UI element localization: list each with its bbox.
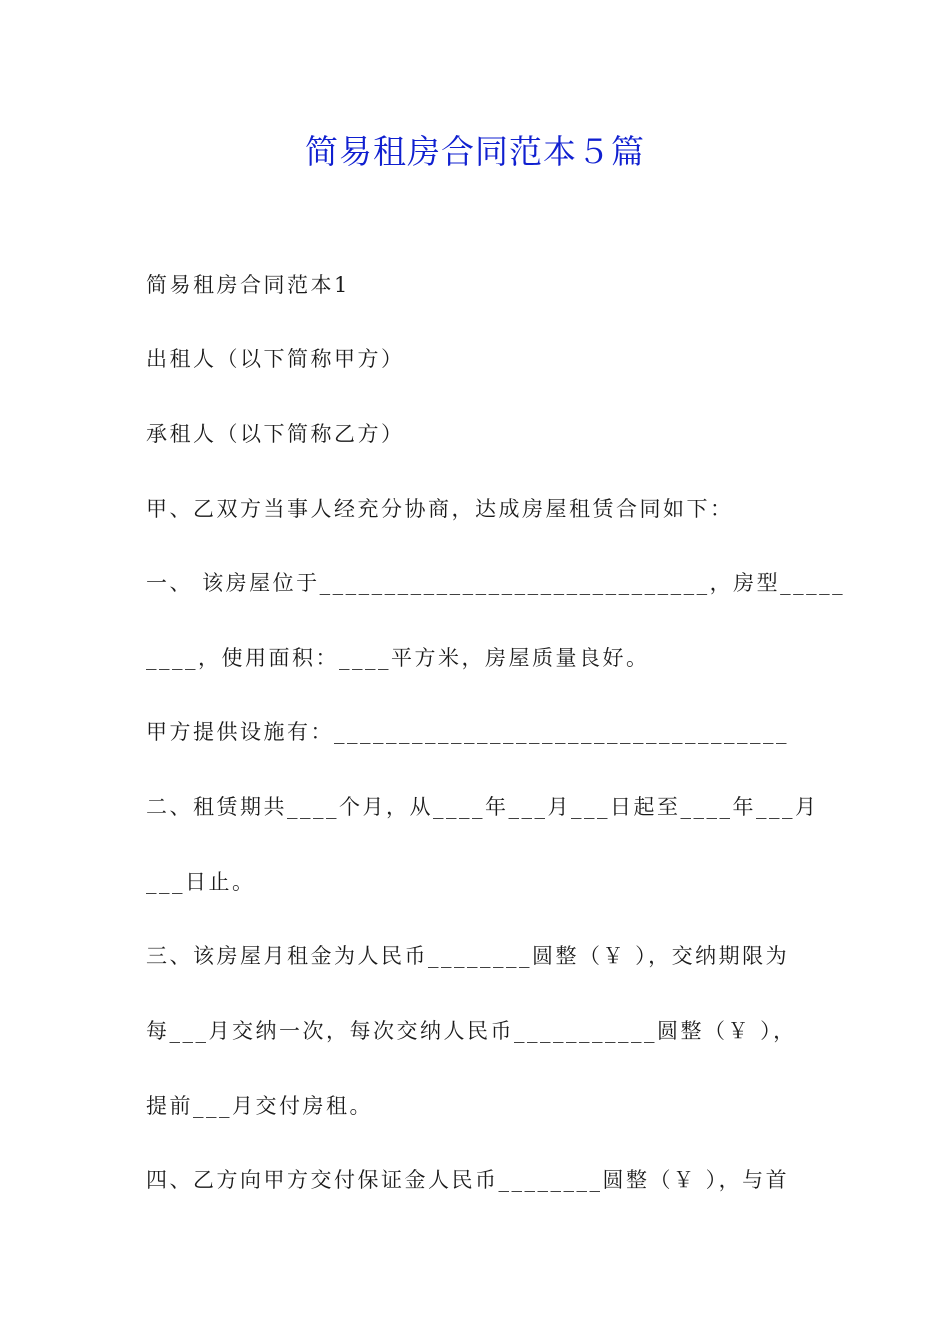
clause-1-line-1: 一、 该房屋位于______________________________，房型_____ bbox=[146, 571, 846, 595]
intro-line: 甲、乙双方当事人经充分协商，达成房屋租赁合同如下： bbox=[146, 497, 734, 521]
clause-1-line-2: ____，使用面积：____平方米，房屋质量良好。 bbox=[146, 646, 650, 670]
clause-3-line-1: 三、该房屋月租金为人民币________圆整（￥ ），交纳期限为 bbox=[146, 944, 790, 968]
lessor-line: 出租人（以下简称甲方） bbox=[146, 347, 405, 371]
clause-3-line-2: 每___月交纳一次，每次交纳人民币___________圆整（￥ ）， bbox=[146, 1019, 797, 1043]
clause-3-line-3: 提前___月交付房租。 bbox=[146, 1094, 373, 1118]
facilities-line: 甲方提供设施有：___________________________________ bbox=[146, 720, 789, 744]
lessee-line: 承租人（以下简称乙方） bbox=[146, 422, 405, 446]
clause-2-line-1: 二、租赁期共____个月，从____年___月___日起至____年___月 bbox=[146, 795, 819, 819]
clause-4-line-1: 四、乙方向甲方交付保证金人民币________圆整（￥ ），与首 bbox=[146, 1168, 790, 1192]
section-heading: 简易租房合同范本1 bbox=[146, 273, 350, 297]
clause-2-line-2: ___日止。 bbox=[146, 870, 256, 894]
document-title: 简易租房合同范本５篇 bbox=[305, 132, 645, 171]
